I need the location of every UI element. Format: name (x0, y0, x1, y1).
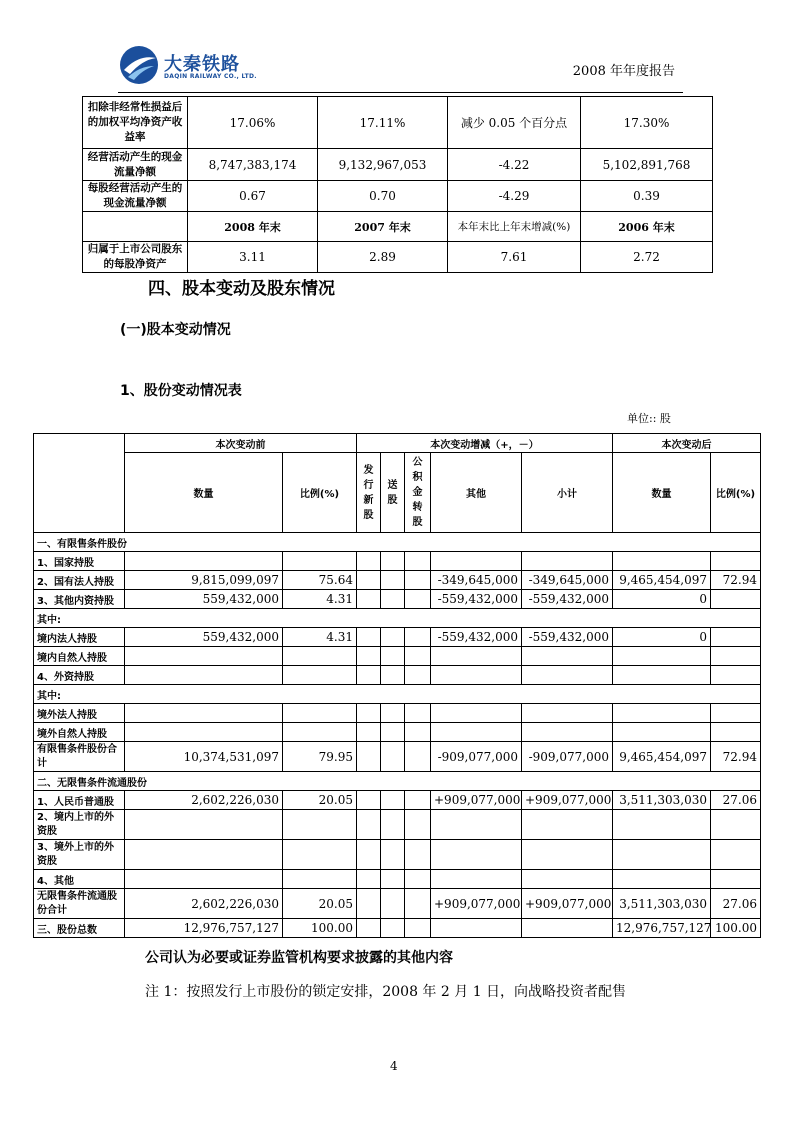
other-change-cell (431, 723, 522, 742)
summary-cell: 9,132,967,053 (318, 149, 448, 181)
col-header-other: 其他 (431, 453, 522, 533)
table-row (34, 870, 761, 889)
subtotal-cell (522, 552, 613, 571)
table-row (34, 647, 761, 666)
col-header-subtotal: 小计 (522, 453, 613, 533)
row-label: 3、其他内资持股 (34, 590, 125, 609)
summary-row-label: 归属于上市公司股东的每股净资产 (83, 242, 188, 273)
ratio-before-cell: 4.31 (283, 590, 357, 609)
other-change-cell: +909,077,000 (431, 889, 522, 919)
qty-after-cell: 3,511,303,030 (613, 889, 711, 919)
summary-cell: 0.39 (581, 181, 713, 212)
subsection-title: (一)股本变动情况 (120, 322, 231, 338)
bonus-cell (381, 647, 405, 666)
column-header-row (34, 453, 761, 533)
row-label: 境内自然人持股 (34, 647, 125, 666)
bonus-cell (381, 919, 405, 938)
row-label: 4、其他 (34, 870, 125, 889)
table-row (34, 609, 761, 628)
row-label: 2、境内上市的外资股 (34, 810, 125, 840)
subtotal-cell (522, 840, 613, 870)
summary-cell: 5,102,891,768 (581, 149, 713, 181)
table-title: 1、股份变动情况表 (120, 383, 242, 399)
financial-summary-table (82, 96, 713, 273)
table-row (34, 571, 761, 590)
qty-before-cell: 2,602,226,030 (125, 791, 283, 810)
reserve-cell (405, 870, 431, 889)
row-label: 境内法人持股 (34, 628, 125, 647)
qty-after-cell (613, 723, 711, 742)
page-header (118, 42, 683, 94)
row-label: 境外自然人持股 (34, 723, 125, 742)
row-label: 3、境外上市的外资股 (34, 840, 125, 870)
note-title: 公司认为必要或证券监管机构要求披露的其他内容 (145, 950, 453, 966)
bonus-cell (381, 571, 405, 590)
qty-before-cell (125, 552, 283, 571)
table-row (34, 919, 761, 938)
bonus-cell (381, 666, 405, 685)
logo-emblem-icon (118, 44, 160, 86)
other-change-cell (431, 704, 522, 723)
ratio-before-cell (283, 723, 357, 742)
qty-after-cell: 3,511,303,030 (613, 791, 711, 810)
logo-name: 大秦铁路 (164, 54, 240, 75)
qty-before-cell (125, 810, 283, 840)
new-issue-cell (357, 791, 381, 810)
summary-cell: 3.11 (188, 242, 318, 273)
new-issue-cell (357, 647, 381, 666)
reserve-cell (405, 628, 431, 647)
ratio-after-cell: 72.94 (711, 742, 761, 772)
bonus-cell (381, 840, 405, 870)
row-label: 三、股份总数 (34, 919, 125, 938)
qty-before-cell: 9,815,099,097 (125, 571, 283, 590)
new-issue-cell (357, 552, 381, 571)
qty-before-cell: 559,432,000 (125, 590, 283, 609)
qty-before-cell: 12,976,757,127 (125, 919, 283, 938)
ratio-after-cell (711, 647, 761, 666)
qty-after-cell (613, 840, 711, 870)
other-change-cell (431, 666, 522, 685)
subtotal-cell (522, 704, 613, 723)
subtotal-cell (522, 666, 613, 685)
ratio-before-cell: 100.00 (283, 919, 357, 938)
qty-after-cell (613, 870, 711, 889)
bonus-cell (381, 590, 405, 609)
reserve-cell (405, 704, 431, 723)
table-row (34, 772, 761, 791)
note-text: 注 1：按照发行上市股份的锁定安排，2008 年 2 月 1 日，向战略投资者配售 (145, 984, 627, 1000)
ratio-after-cell: 27.06 (711, 889, 761, 919)
qty-before-cell (125, 870, 283, 889)
summary-cell: 17.11% (318, 97, 448, 149)
logo-subtitle: DAQIN RAILWAY CO., LTD. (164, 73, 257, 80)
group-header-after: 本次变动后 (613, 434, 761, 453)
new-issue-cell (357, 571, 381, 590)
ratio-after-cell (711, 590, 761, 609)
ratio-before-cell: 20.05 (283, 889, 357, 919)
other-change-cell (431, 552, 522, 571)
ratio-after-cell: 72.94 (711, 571, 761, 590)
summary-cell: 17.30% (581, 97, 713, 149)
summary-cell: -4.22 (448, 149, 581, 181)
col-header-qty-after: 数量 (613, 453, 711, 533)
subtotal-cell (522, 647, 613, 666)
col-header-ratio: 比例(%) (283, 453, 357, 533)
summary-cell: -4.29 (448, 181, 581, 212)
ratio-before-cell (283, 666, 357, 685)
reserve-cell (405, 810, 431, 840)
reserve-cell (405, 791, 431, 810)
ratio-before-cell: 79.95 (283, 742, 357, 772)
subtotal-cell (522, 870, 613, 889)
section-title: 四、股本变动及股东情况 (148, 279, 335, 299)
ratio-after-cell (711, 552, 761, 571)
qty-after-cell (613, 666, 711, 685)
reserve-cell (405, 571, 431, 590)
new-issue-cell (357, 840, 381, 870)
other-change-cell: +909,077,000 (431, 791, 522, 810)
bonus-cell (381, 791, 405, 810)
summary-cell: 0.67 (188, 181, 318, 212)
summary-row-label: 扣除非经常性损益后的加权平均净资产收益率 (83, 97, 188, 149)
table-row (34, 628, 761, 647)
reserve-cell (405, 552, 431, 571)
new-issue-cell (357, 590, 381, 609)
subtotal-cell: +909,077,000 (522, 889, 613, 919)
share-change-table (33, 433, 761, 938)
table-row (34, 889, 761, 919)
other-change-cell: -909,077,000 (431, 742, 522, 772)
reserve-cell (405, 919, 431, 938)
other-change-cell: -559,432,000 (431, 628, 522, 647)
ratio-after-cell (711, 704, 761, 723)
summary-subheader-2007: 2007 年末 (318, 212, 448, 242)
table-row (34, 742, 761, 772)
reserve-cell (405, 590, 431, 609)
row-label: 有限售条件股份合计 (34, 742, 125, 772)
summary-cell: 2.72 (581, 242, 713, 273)
other-change-cell (431, 810, 522, 840)
ratio-before-cell (283, 810, 357, 840)
group-header-change: 本次变动增减（+，－） (357, 434, 613, 453)
reserve-cell (405, 840, 431, 870)
ratio-before-cell (283, 840, 357, 870)
row-label: 4、外资持股 (34, 666, 125, 685)
new-issue-cell (357, 889, 381, 919)
qty-after-cell: 0 (613, 590, 711, 609)
row-label: 2、国有法人持股 (34, 571, 125, 590)
new-issue-cell (357, 628, 381, 647)
new-issue-cell (357, 704, 381, 723)
ratio-before-cell: 75.64 (283, 571, 357, 590)
bonus-cell (381, 704, 405, 723)
other-change-cell: -559,432,000 (431, 590, 522, 609)
bonus-cell (381, 889, 405, 919)
qty-after-cell (613, 704, 711, 723)
subtotal-cell (522, 810, 613, 840)
new-issue-cell (357, 742, 381, 772)
qty-after-cell (613, 810, 711, 840)
ratio-after-cell (711, 870, 761, 889)
group-header-row (34, 434, 761, 453)
reserve-cell (405, 666, 431, 685)
qty-before-cell: 559,432,000 (125, 628, 283, 647)
table-row (34, 552, 761, 571)
row-label: 1、人民币普通股 (34, 791, 125, 810)
ratio-after-cell (711, 628, 761, 647)
qty-after-cell (613, 647, 711, 666)
summary-cell: 减少 0.05 个百分点 (448, 97, 581, 149)
section-row-label: 一、有限售条件股份 (34, 533, 761, 552)
col-header-bonus (381, 453, 405, 533)
ratio-after-cell (711, 840, 761, 870)
subtotal-cell (522, 919, 613, 938)
table-row (34, 810, 761, 840)
table-row (34, 791, 761, 810)
ratio-before-cell: 4.31 (283, 628, 357, 647)
page-number: 4 (390, 1059, 398, 1073)
section-row-label: 二、无限售条件流通股份 (34, 772, 761, 791)
table-row (34, 840, 761, 870)
reserve-cell (405, 647, 431, 666)
bonus-cell (381, 723, 405, 742)
reserve-cell (405, 742, 431, 772)
summary-row-label: 每股经营活动产生的现金流量净额 (83, 181, 188, 212)
qty-before-cell (125, 704, 283, 723)
ratio-after-cell (711, 810, 761, 840)
ratio-before-cell (283, 870, 357, 889)
qty-before-cell (125, 647, 283, 666)
qty-before-cell (125, 723, 283, 742)
table-row (34, 666, 761, 685)
ratio-after-cell (711, 723, 761, 742)
reserve-cell (405, 723, 431, 742)
other-change-cell (431, 647, 522, 666)
other-change-cell (431, 919, 522, 938)
summary-row (83, 149, 713, 181)
group-header-before: 本次变动前 (125, 434, 357, 453)
report-title: 2008 年年度报告 (572, 64, 675, 79)
summary-subheader-row (83, 212, 713, 242)
table-row (34, 704, 761, 723)
new-issue-cell (357, 919, 381, 938)
col-header-new-issue-text: 发行新股 (363, 464, 374, 521)
summary-subheader-change: 本年末比上年末增减(%) (448, 212, 581, 242)
table-row (34, 723, 761, 742)
summary-subheader-2008: 2008 年末 (188, 212, 318, 242)
qty-before-cell (125, 840, 283, 870)
new-issue-cell (357, 723, 381, 742)
section-row-label: 其中: (34, 609, 761, 628)
subtotal-cell (522, 723, 613, 742)
summary-cell: 0.70 (318, 181, 448, 212)
summary-cell: 7.61 (448, 242, 581, 273)
section-row-label: 其中: (34, 685, 761, 704)
ratio-before-cell (283, 552, 357, 571)
new-issue-cell (357, 666, 381, 685)
subtotal-cell: -559,432,000 (522, 628, 613, 647)
row-label: 1、国家持股 (34, 552, 125, 571)
row-label: 境外法人持股 (34, 704, 125, 723)
subtotal-cell: -349,645,000 (522, 571, 613, 590)
blank-header-cell (34, 434, 125, 533)
qty-after-cell: 9,465,454,097 (613, 742, 711, 772)
row-label: 无限售条件流通股份合计 (34, 889, 125, 919)
col-header-ratio-after: 比例(%) (711, 453, 761, 533)
summary-subheader-blank (83, 212, 188, 242)
qty-before-cell: 2,602,226,030 (125, 889, 283, 919)
ratio-after-cell: 27.06 (711, 791, 761, 810)
summary-row (83, 242, 713, 273)
summary-subheader-2006: 2006 年末 (581, 212, 713, 242)
bonus-cell (381, 810, 405, 840)
reserve-cell (405, 889, 431, 919)
ratio-after-cell: 100.00 (711, 919, 761, 938)
ratio-after-cell (711, 666, 761, 685)
col-header-bonus-text: 送股 (387, 479, 398, 506)
bonus-cell (381, 742, 405, 772)
other-change-cell (431, 840, 522, 870)
table-row (34, 685, 761, 704)
qty-after-cell: 9,465,454,097 (613, 571, 711, 590)
company-logo (118, 42, 288, 88)
subtotal-cell: +909,077,000 (522, 791, 613, 810)
col-header-new-issue (357, 453, 381, 533)
ratio-before-cell: 20.05 (283, 791, 357, 810)
summary-cell: 17.06% (188, 97, 318, 149)
col-header-reserve (405, 453, 431, 533)
qty-before-cell (125, 666, 283, 685)
summary-cell: 2.89 (318, 242, 448, 273)
bonus-cell (381, 870, 405, 889)
header-divider (118, 92, 683, 93)
summary-cell: 8,747,383,174 (188, 149, 318, 181)
subtotal-cell: -909,077,000 (522, 742, 613, 772)
bonus-cell (381, 552, 405, 571)
summary-row-label: 经营活动产生的现金流量净额 (83, 149, 188, 181)
col-header-reserve-text: 公积金转股 (412, 457, 423, 528)
new-issue-cell (357, 810, 381, 840)
col-header-qty: 数量 (125, 453, 283, 533)
subtotal-cell: -559,432,000 (522, 590, 613, 609)
other-change-cell: -349,645,000 (431, 571, 522, 590)
table-row (34, 590, 761, 609)
qty-before-cell: 10,374,531,097 (125, 742, 283, 772)
summary-row (83, 181, 713, 212)
summary-row (83, 97, 713, 149)
other-change-cell (431, 870, 522, 889)
table-row (34, 533, 761, 552)
qty-after-cell (613, 552, 711, 571)
bonus-cell (381, 628, 405, 647)
unit-label: 单位:: 股 (627, 412, 671, 425)
new-issue-cell (357, 870, 381, 889)
ratio-before-cell (283, 647, 357, 666)
qty-after-cell: 0 (613, 628, 711, 647)
qty-after-cell: 12,976,757,127 (613, 919, 711, 938)
ratio-before-cell (283, 704, 357, 723)
